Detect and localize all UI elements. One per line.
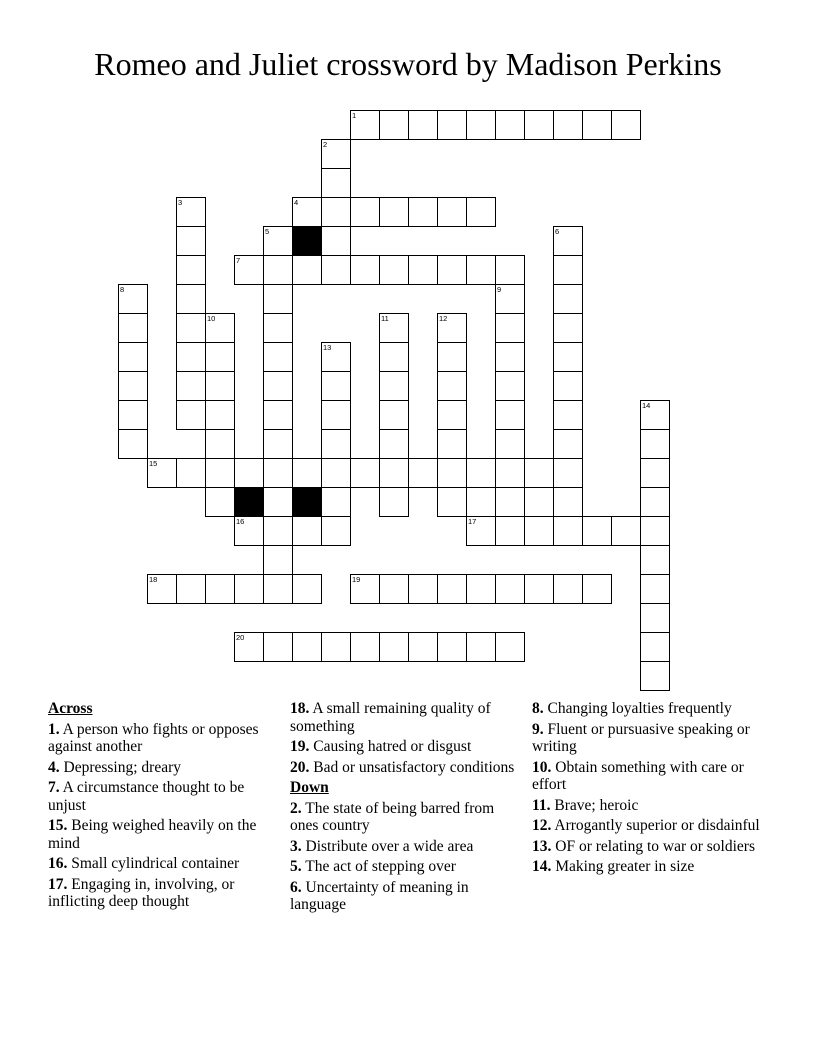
grid-cell[interactable] xyxy=(292,255,322,285)
clue-text: Making greater in size xyxy=(551,858,695,875)
clue-number-label: 18 xyxy=(149,575,158,584)
clue-number-label: 8 xyxy=(120,285,125,294)
grid-cell[interactable] xyxy=(553,516,583,546)
grid-cell[interactable] xyxy=(176,226,206,256)
grid-cell[interactable] xyxy=(263,284,293,314)
down-clue-list-continued xyxy=(532,700,772,876)
grid-cell[interactable] xyxy=(408,632,438,662)
black-square xyxy=(292,487,322,517)
grid-cell[interactable] xyxy=(263,342,293,372)
grid-cell[interactable] xyxy=(234,458,264,488)
clue-number-label: 6 xyxy=(555,227,560,236)
grid-cell[interactable] xyxy=(582,516,612,546)
clue-number-label: 5 xyxy=(265,227,270,236)
clue-number-label: 17 xyxy=(468,517,477,526)
grid-cell[interactable] xyxy=(582,574,612,604)
grid-cell[interactable] xyxy=(553,284,583,314)
grid-cell[interactable] xyxy=(611,110,641,140)
clue-number: 12. xyxy=(532,817,552,834)
grid-cell[interactable] xyxy=(437,458,467,488)
clue-text: Bad or unsatisfactory conditions xyxy=(309,758,515,776)
grid-cell[interactable] xyxy=(292,632,322,662)
clue-number: 5. xyxy=(290,858,302,875)
grid-cell[interactable] xyxy=(640,429,670,459)
grid-cell[interactable] xyxy=(379,255,409,285)
grid-cell[interactable] xyxy=(466,458,496,488)
grid-cell[interactable] xyxy=(495,516,525,546)
puzzle-title: Romeo and Juliet crossword by Madison Perkins xyxy=(94,46,722,82)
grid-cell[interactable] xyxy=(176,574,206,604)
down-clue xyxy=(290,800,522,835)
grid-cell[interactable] xyxy=(147,458,177,488)
black-square xyxy=(234,487,264,517)
clue-number-label: 19 xyxy=(352,575,361,584)
grid-cell[interactable] xyxy=(437,197,467,227)
grid-cell[interactable] xyxy=(466,632,496,662)
grid-cell[interactable] xyxy=(118,371,148,401)
grid-cell[interactable] xyxy=(205,342,235,372)
across-clue-list-continued xyxy=(290,700,522,776)
grid-cell[interactable] xyxy=(321,516,351,546)
grid-cell[interactable] xyxy=(553,313,583,343)
grid-cell[interactable] xyxy=(234,632,264,662)
grid-cell[interactable] xyxy=(466,197,496,227)
down-clue xyxy=(532,858,772,876)
grid-cell[interactable] xyxy=(379,110,409,140)
across-clue xyxy=(48,721,280,756)
grid-cell[interactable] xyxy=(263,574,293,604)
grid-cell[interactable] xyxy=(495,255,525,285)
grid-cell[interactable] xyxy=(234,574,264,604)
across-clue-list xyxy=(48,721,280,911)
grid-cell[interactable] xyxy=(582,110,612,140)
clue-number-label: 15 xyxy=(149,459,158,468)
grid-cell[interactable] xyxy=(553,458,583,488)
grid-cell[interactable] xyxy=(611,516,641,546)
down-heading: Down xyxy=(290,779,329,796)
grid-cell[interactable] xyxy=(524,516,554,546)
grid-cell[interactable] xyxy=(379,487,409,517)
grid-cell[interactable] xyxy=(640,400,670,430)
grid-cell[interactable] xyxy=(437,371,467,401)
grid-cell[interactable] xyxy=(176,400,206,430)
grid-cell[interactable] xyxy=(118,342,148,372)
grid-cell[interactable] xyxy=(640,487,670,517)
clue-number-label: 14 xyxy=(642,401,651,410)
grid-cell[interactable] xyxy=(118,429,148,459)
grid-cell[interactable] xyxy=(640,516,670,546)
grid-cell[interactable] xyxy=(553,429,583,459)
down-clue xyxy=(290,858,522,876)
grid-cell[interactable] xyxy=(553,487,583,517)
clue-text: Obtain something with care or effort xyxy=(532,758,744,793)
clue-number-label: 9 xyxy=(497,285,502,294)
grid-cell[interactable] xyxy=(437,487,467,517)
grid-cell[interactable] xyxy=(408,110,438,140)
clue-number: 14. xyxy=(532,858,552,875)
grid-cell[interactable] xyxy=(379,400,409,430)
grid-cell[interactable] xyxy=(321,168,351,198)
grid-cell[interactable] xyxy=(350,632,380,662)
grid-cell[interactable] xyxy=(495,632,525,662)
grid-cell[interactable] xyxy=(205,371,235,401)
clue-number-label: 20 xyxy=(236,633,245,642)
across-heading: Across xyxy=(48,700,93,717)
grid-cell[interactable] xyxy=(640,574,670,604)
grid-cell[interactable] xyxy=(205,487,235,517)
clue-column-2 xyxy=(290,700,522,917)
grid-cell[interactable] xyxy=(379,429,409,459)
clue-text: Engaging in, involving, or inflicting deep thought xyxy=(48,875,235,910)
down-clue xyxy=(532,817,772,835)
grid-cell[interactable] xyxy=(379,458,409,488)
grid-cell[interactable] xyxy=(205,574,235,604)
grid-cell[interactable] xyxy=(350,110,380,140)
grid-cell[interactable] xyxy=(321,342,351,372)
grid-cell[interactable] xyxy=(553,110,583,140)
grid-cell[interactable] xyxy=(437,400,467,430)
grid-cell[interactable] xyxy=(176,458,206,488)
clue-number: 19. xyxy=(290,738,310,755)
grid-cell[interactable] xyxy=(437,110,467,140)
grid-cell[interactable] xyxy=(263,429,293,459)
clue-number-label: 7 xyxy=(236,256,241,265)
grid-cell[interactable] xyxy=(495,429,525,459)
grid-cell[interactable] xyxy=(524,574,554,604)
clue-text: Depressing; dreary xyxy=(59,758,181,776)
grid-cell[interactable] xyxy=(379,313,409,343)
grid-cell[interactable] xyxy=(437,429,467,459)
clue-text: Changing loyalties frequently xyxy=(543,700,732,717)
clue-number: 8. xyxy=(532,700,544,717)
clue-column-3 xyxy=(532,700,772,879)
grid-cell[interactable] xyxy=(640,661,670,691)
grid-cell[interactable] xyxy=(176,284,206,314)
grid-cell[interactable] xyxy=(553,371,583,401)
grid-cell[interactable] xyxy=(640,458,670,488)
grid-cell[interactable] xyxy=(495,574,525,604)
grid-cell[interactable] xyxy=(495,110,525,140)
grid-cell[interactable] xyxy=(263,545,293,575)
clue-text: Uncertainty of meaning in language xyxy=(290,878,469,913)
grid-cell[interactable] xyxy=(466,110,496,140)
grid-cell[interactable] xyxy=(350,255,380,285)
clue-number-label: 12 xyxy=(439,314,448,323)
grid-cell[interactable] xyxy=(321,400,351,430)
down-clue xyxy=(290,879,522,914)
grid-cell[interactable] xyxy=(466,574,496,604)
clue-number: 6. xyxy=(290,878,302,896)
grid-cell[interactable] xyxy=(118,313,148,343)
grid-cell[interactable] xyxy=(118,284,148,314)
grid-cell[interactable] xyxy=(350,458,380,488)
clue-number-label: 16 xyxy=(236,517,245,526)
grid-cell[interactable] xyxy=(408,574,438,604)
grid-cell[interactable] xyxy=(176,197,206,227)
grid-cell[interactable] xyxy=(495,458,525,488)
grid-cell[interactable] xyxy=(263,371,293,401)
grid-cell[interactable] xyxy=(263,516,293,546)
black-square xyxy=(292,226,322,256)
grid-cell[interactable] xyxy=(176,342,206,372)
grid-cell[interactable] xyxy=(292,516,322,546)
grid-cell[interactable] xyxy=(437,255,467,285)
grid-cell[interactable] xyxy=(640,632,670,662)
down-clue xyxy=(532,759,772,794)
clue-text: Fluent or pursuasive speaking or writing xyxy=(532,720,750,755)
clue-number-label: 10 xyxy=(207,314,216,323)
across-clue xyxy=(48,759,280,777)
grid-cell[interactable] xyxy=(408,197,438,227)
grid-cell[interactable] xyxy=(553,400,583,430)
clue-number: 9. xyxy=(532,720,544,738)
across-clue xyxy=(48,817,280,852)
grid-cell[interactable] xyxy=(176,255,206,285)
grid-cell[interactable] xyxy=(263,400,293,430)
grid-cell[interactable] xyxy=(553,255,583,285)
grid-cell[interactable] xyxy=(408,255,438,285)
grid-cell[interactable] xyxy=(321,429,351,459)
across-clue xyxy=(290,759,522,777)
grid-cell[interactable] xyxy=(350,197,380,227)
grid-cell[interactable] xyxy=(234,255,264,285)
grid-cell[interactable] xyxy=(321,197,351,227)
down-clue xyxy=(290,838,522,856)
grid-cell[interactable] xyxy=(553,226,583,256)
clue-text: The state of being barred from ones country xyxy=(290,799,495,834)
grid-cell[interactable] xyxy=(205,458,235,488)
clue-text: Causing hatred or disgust xyxy=(309,738,472,755)
down-clue xyxy=(532,700,772,718)
clue-number: 1. xyxy=(48,720,60,738)
grid-cell[interactable] xyxy=(321,458,351,488)
down-clue xyxy=(532,797,772,815)
clue-number-label: 1 xyxy=(352,111,357,120)
grid-cell[interactable] xyxy=(553,342,583,372)
clue-text: Distribute over a wide area xyxy=(301,837,474,855)
grid-cell[interactable] xyxy=(321,487,351,517)
grid-cell[interactable] xyxy=(118,400,148,430)
across-clue xyxy=(48,779,280,814)
clue-number-label: 13 xyxy=(323,343,332,352)
grid-cell[interactable] xyxy=(379,371,409,401)
grid-cell[interactable] xyxy=(495,313,525,343)
down-clue xyxy=(532,838,772,856)
clue-number: 3. xyxy=(290,837,302,855)
grid-cell[interactable] xyxy=(321,139,351,169)
grid-cell[interactable] xyxy=(176,371,206,401)
grid-cell[interactable] xyxy=(205,400,235,430)
grid-cell[interactable] xyxy=(176,313,206,343)
clue-number-label: 4 xyxy=(294,198,299,207)
across-clue xyxy=(48,876,280,911)
grid-cell[interactable] xyxy=(234,516,264,546)
grid-cell[interactable] xyxy=(379,197,409,227)
clue-number: 7. xyxy=(48,779,60,796)
clue-number-label: 3 xyxy=(178,198,183,207)
grid-cell[interactable] xyxy=(408,458,438,488)
clue-text: OF or relating to war or soldiers xyxy=(551,837,755,855)
clue-text: Small cylindrical container xyxy=(67,855,240,872)
clue-number: 16. xyxy=(48,855,68,872)
clue-number: 4. xyxy=(48,758,60,776)
grid-cell[interactable] xyxy=(379,632,409,662)
grid-cell[interactable] xyxy=(292,574,322,604)
grid-cell[interactable] xyxy=(437,632,467,662)
clue-text: A circumstance thought to be unjust xyxy=(48,779,245,814)
clue-number: 15. xyxy=(48,817,68,834)
grid-cell[interactable] xyxy=(321,255,351,285)
grid-cell[interactable] xyxy=(640,603,670,633)
grid-cell[interactable] xyxy=(263,313,293,343)
clue-number: 17. xyxy=(48,875,68,893)
clue-number: 18. xyxy=(290,700,310,717)
grid-cell[interactable] xyxy=(263,255,293,285)
grid-cell[interactable] xyxy=(437,313,467,343)
grid-cell[interactable] xyxy=(321,226,351,256)
grid-cell[interactable] xyxy=(466,516,496,546)
grid-cell[interactable] xyxy=(263,226,293,256)
grid-cell[interactable] xyxy=(466,255,496,285)
down-clue-list xyxy=(290,800,522,914)
grid-cell[interactable] xyxy=(292,458,322,488)
clue-number-label: 2 xyxy=(323,140,328,149)
clue-number: 2. xyxy=(290,799,302,817)
grid-cell[interactable] xyxy=(205,429,235,459)
clue-column-1 xyxy=(48,700,280,914)
across-clue xyxy=(290,738,522,756)
clue-number: 13. xyxy=(532,837,552,855)
grid-cell[interactable] xyxy=(524,458,554,488)
grid-cell[interactable] xyxy=(495,284,525,314)
clue-text: Being weighed heavily on the mind xyxy=(48,817,257,852)
grid-cell[interactable] xyxy=(495,342,525,372)
clue-number: 20. xyxy=(290,758,310,776)
clue-text: Arrogantly superior or disdainful xyxy=(551,817,760,834)
clue-text: A person who fights or opposes against another xyxy=(48,720,259,755)
grid-cell[interactable] xyxy=(379,574,409,604)
grid-cell[interactable] xyxy=(524,110,554,140)
across-clue xyxy=(290,700,522,735)
across-clue xyxy=(48,855,280,873)
grid-cell[interactable] xyxy=(263,632,293,662)
clue-text: Brave; heroic xyxy=(550,796,639,814)
grid-cell[interactable] xyxy=(350,574,380,604)
clue-number: 11. xyxy=(532,796,551,814)
grid-cell[interactable] xyxy=(640,545,670,575)
grid-cell[interactable] xyxy=(205,313,235,343)
grid-cell[interactable] xyxy=(292,197,322,227)
grid-cell[interactable] xyxy=(495,400,525,430)
grid-cell[interactable] xyxy=(263,487,293,517)
grid-cell[interactable] xyxy=(495,371,525,401)
down-clue xyxy=(532,721,772,756)
grid-cell[interactable] xyxy=(379,342,409,372)
grid-cell[interactable] xyxy=(495,487,525,517)
clue-text: A small remaining quality of something xyxy=(290,700,491,735)
clue-number: 10. xyxy=(532,758,552,776)
grid-cell[interactable] xyxy=(553,574,583,604)
grid-cell[interactable] xyxy=(321,371,351,401)
grid-cell[interactable] xyxy=(263,458,293,488)
grid-cell[interactable] xyxy=(321,632,351,662)
clue-text: The act of stepping over xyxy=(301,858,456,875)
grid-cell[interactable] xyxy=(147,574,177,604)
grid-cell[interactable] xyxy=(437,342,467,372)
clue-number-label: 11 xyxy=(381,314,389,323)
grid-cell[interactable] xyxy=(437,574,467,604)
